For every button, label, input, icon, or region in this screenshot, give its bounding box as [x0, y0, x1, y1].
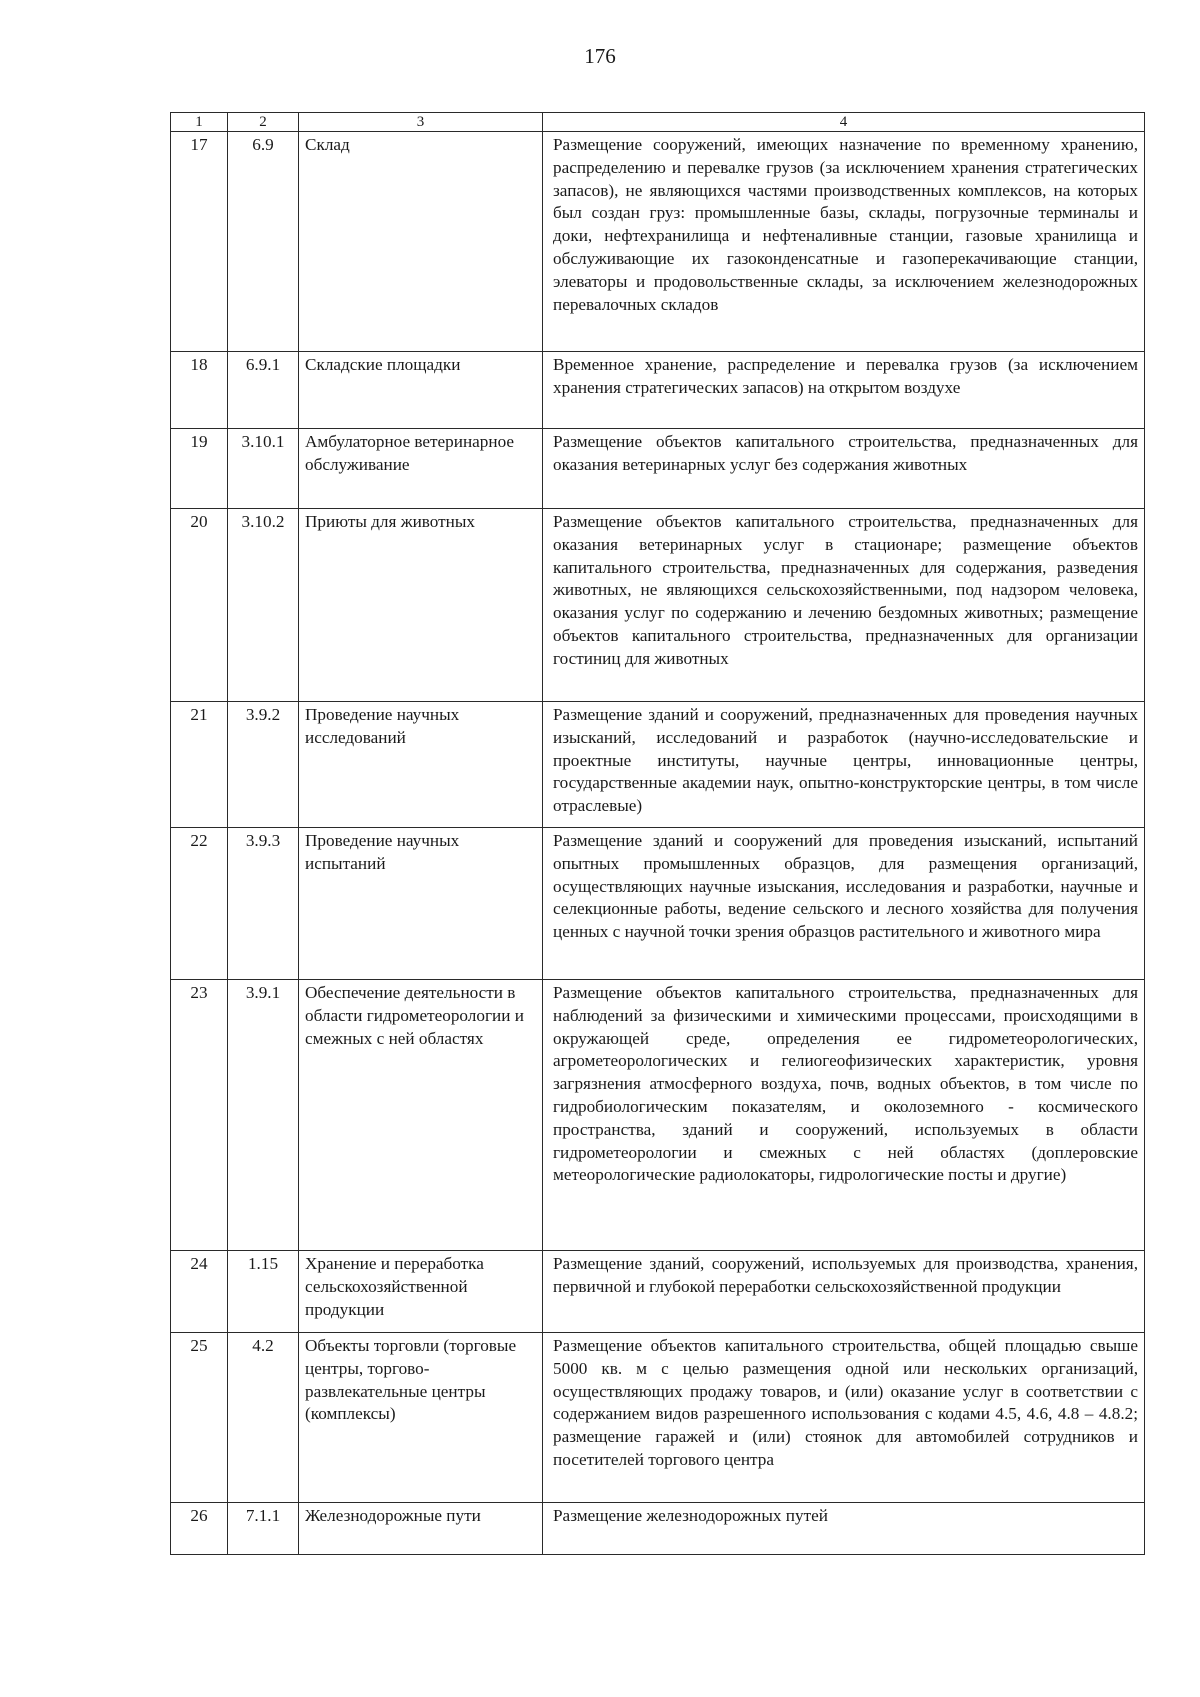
column-header-1: 1: [171, 113, 228, 132]
use-name: Приюты для животных: [299, 509, 543, 702]
column-header-3: 3: [299, 113, 543, 132]
table-row: [171, 1503, 1145, 1555]
use-code: 6.9.1: [228, 352, 299, 429]
use-description: Размещение объектов капитального строительства, общей площадью свыше 5000 кв. м с целью размещения одной или нескольких организаций, осуществляющих продажу товаров, и (или) оказание услуг в соответствии с содержанием видов разрешенного использования с кодами 4.5, 4.6, 4.8 – 4.8.2; размещение гаражей и (или) стоянок для автомобилей сотрудников и посетителей торгового центра: [543, 1333, 1145, 1503]
use-description: Размещение зданий и сооружений, предназначенных для проведения научных изысканий, исследований и разработок (научно-исследовательские и проектные институты, научные центры, инновационные центры, государственные академии наук, опытно-конструкторские центры, в том числе отраслевые): [543, 702, 1145, 828]
use-code: 6.9: [228, 132, 299, 352]
use-name: Обеспечение деятельности в области гидрометеорологии и смежных с ней областях: [299, 980, 543, 1251]
use-name: Хранение и переработка сельскохозяйственной продукции: [299, 1251, 543, 1333]
row-number: 18: [171, 352, 228, 429]
use-code: 3.10.1: [228, 429, 299, 509]
use-description: Размещение зданий и сооружений для проведения изысканий, испытаний опытных промышленных образцов, для размещения организаций, осуществляющих научные изыскания, исследования и разработки, научные и селекционные работы, ведение сельского и лесного хозяйства для получения ценных с научной точки зрения образцов растительного и животного мира: [543, 828, 1145, 980]
table-row: [171, 509, 1145, 702]
row-number: 23: [171, 980, 228, 1251]
table-row: [171, 702, 1145, 828]
use-code: 3.10.2: [228, 509, 299, 702]
use-name: Склад: [299, 132, 543, 352]
use-description: Размещение зданий, сооружений, используемых для производства, хранения, первичной и глубокой переработки сельскохозяйственной продукции: [543, 1251, 1145, 1333]
use-description: Размещение объектов капитального строительства, предназначенных для оказания ветеринарных услуг в стационаре; размещение объектов капитального строительства, предназначенных для содержания, разведения животных, не являющихся сельскохозяйственными, под надзором человека, оказания услуг по содержанию и лечению бездомных животных; размещение объектов капитального строительства, предназначенных для организации гостиниц для животных: [543, 509, 1145, 702]
table-header-row: [171, 113, 1145, 132]
column-header-4: 4: [543, 113, 1145, 132]
table-row: [171, 352, 1145, 429]
land-use-table: [170, 112, 1145, 1555]
use-description: Размещение сооружений, имеющих назначение по временному хранению, распределению и перевалке грузов (за исключением хранения стратегических запасов), не являющихся частями производственных комплексов, на которых был создан груз: промышленные базы, склады, погрузочные терминалы и доки, нефтехранилища и нефтеналивные станции, газовые хранилища и обслуживающие их газоконденсатные и газоперекачивающие станции, элеваторы и продовольственные склады, за исключением железнодорожных перевалочных складов: [543, 132, 1145, 352]
use-description: Размещение объектов капитального строительства, предназначенных для оказания ветеринарных услуг без содержания животных: [543, 429, 1145, 509]
row-number: 25: [171, 1333, 228, 1503]
row-number: 20: [171, 509, 228, 702]
use-name: Проведение научных исследований: [299, 702, 543, 828]
use-name: Складские площадки: [299, 352, 543, 429]
use-description: Размещение железнодорожных путей: [543, 1503, 1145, 1555]
column-header-2: 2: [228, 113, 299, 132]
use-name: Проведение научных испытаний: [299, 828, 543, 980]
use-code: 3.9.1: [228, 980, 299, 1251]
table-row: [171, 1251, 1145, 1333]
row-number: 19: [171, 429, 228, 509]
row-number: 17: [171, 132, 228, 352]
table-row: [171, 980, 1145, 1251]
page-number: 176: [584, 44, 616, 68]
use-code: 1.15: [228, 1251, 299, 1333]
use-description: Временное хранение, распределение и перевалка грузов (за исключением хранения стратегических запасов) на открытом воздухе: [543, 352, 1145, 429]
use-name: Железнодорожные пути: [299, 1503, 543, 1555]
table-row: [171, 1333, 1145, 1503]
row-number: 24: [171, 1251, 228, 1333]
use-name: Амбулаторное ветеринарное обслуживание: [299, 429, 543, 509]
row-number: 26: [171, 1503, 228, 1555]
use-description: Размещение объектов капитального строительства, предназначенных для наблюдений за физическими и химическими процессами, происходящими в окружающей среде, определения ее гидрометеорологических, агрометеорологических и гелиогеофизических характеристик, уровня загрязнения атмосферного воздуха, почв, водных объектов, в том числе по гидробиологическим показателям, и околоземного - космического пространства, зданий и сооружений, используемых в области гидрометеорологии и смежных с ней областях (доплеровские метеорологические радиолокаторы, гидрологические посты и другие): [543, 980, 1145, 1251]
row-number: 22: [171, 828, 228, 980]
row-number: 21: [171, 702, 228, 828]
use-code: 3.9.3: [228, 828, 299, 980]
use-code: 4.2: [228, 1333, 299, 1503]
table-row: [171, 429, 1145, 509]
use-code: 3.9.2: [228, 702, 299, 828]
use-name: Объекты торговли (торговые центры, торгово-развлекательные центры (комплексы): [299, 1333, 543, 1503]
table-row: [171, 828, 1145, 980]
use-code: 7.1.1: [228, 1503, 299, 1555]
table-row: [171, 132, 1145, 352]
